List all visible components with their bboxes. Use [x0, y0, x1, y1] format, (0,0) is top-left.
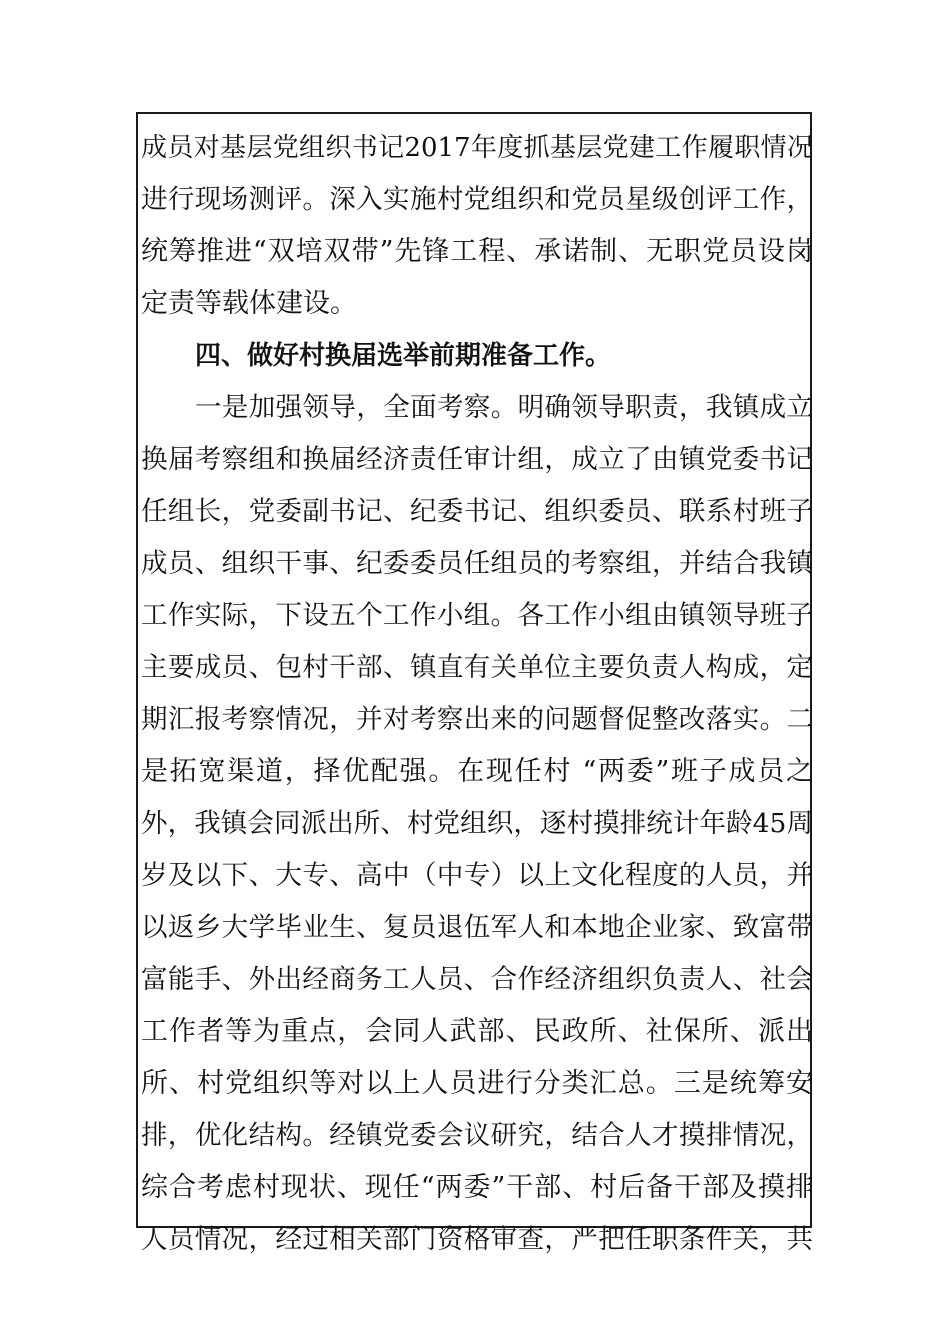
- paragraph-line: 外，我镇会同派出所、村党组织，逐村摸排统计年龄45周: [141, 808, 813, 839]
- paragraph-line: 综合考虑村现状、现任“两委”干部、村后备干部及摸排: [141, 1172, 813, 1203]
- paragraph-line: 所、村党组织等对以上人员进行分类汇总。三是统筹安: [141, 1068, 813, 1099]
- paragraph-line: 一是加强领导，全面考察。明确领导职责，我镇成立: [195, 392, 813, 423]
- paragraph-line: 成员、组织干事、纪委委员任组员的考察组，并结合我镇: [141, 548, 813, 579]
- paragraph-line: 工作实际，下设五个工作小组。各工作小组由镇领导班子: [141, 600, 813, 631]
- document-body: [141, 122, 813, 1266]
- paragraph-line: 富能手、外出经商务工人员、合作经济组织负责人、社会: [141, 964, 813, 995]
- paragraph-line: 排，优化结构。经镇党委会议研究，结合人才摸排情况，: [141, 1120, 813, 1151]
- paragraph-line: 以返乡大学毕业生、复员退伍军人和本地企业家、致富带: [141, 912, 813, 943]
- paragraph-line: 进行现场测评。深入实施村党组织和党员星级创评工作，: [141, 184, 813, 215]
- paragraph-line: 统筹推进“双培双带”先锋工程、承诺制、无职党员设岗: [141, 236, 813, 267]
- paragraph-line: 任组长，党委副书记、纪委书记、组织委员、联系村班子: [141, 496, 813, 527]
- paragraph-line: 人员情况，经过相关部门资格审查，严把任职条件关，共: [141, 1224, 813, 1255]
- paragraph-line: 期汇报考察情况，并对考察出来的问题督促整改落实。二: [141, 704, 813, 735]
- paragraph-line: 工作者等为重点，会同人武部、民政所、社保所、派出: [141, 1016, 813, 1047]
- section-heading: 四、做好村换届选举前期准备工作。: [195, 341, 612, 371]
- paragraph-line: 成员对基层党组织书记2017年度抓基层党建工作履职情况: [141, 133, 813, 163]
- paragraph-line: 定责等载体建设。: [141, 288, 357, 319]
- paragraph-line: 主要成员、包村干部、镇直有关单位主要负责人构成，定: [141, 652, 813, 683]
- paragraph-line: 是拓宽渠道，择优配强。在现任村 “两委”班子成员之: [141, 756, 813, 787]
- paragraph-line: 换届考察组和换届经济责任审计组，成立了由镇党委书记: [141, 444, 813, 475]
- paragraph-line: 岁及以下、大专、高中（中专）以上文化程度的人员，并: [141, 860, 813, 891]
